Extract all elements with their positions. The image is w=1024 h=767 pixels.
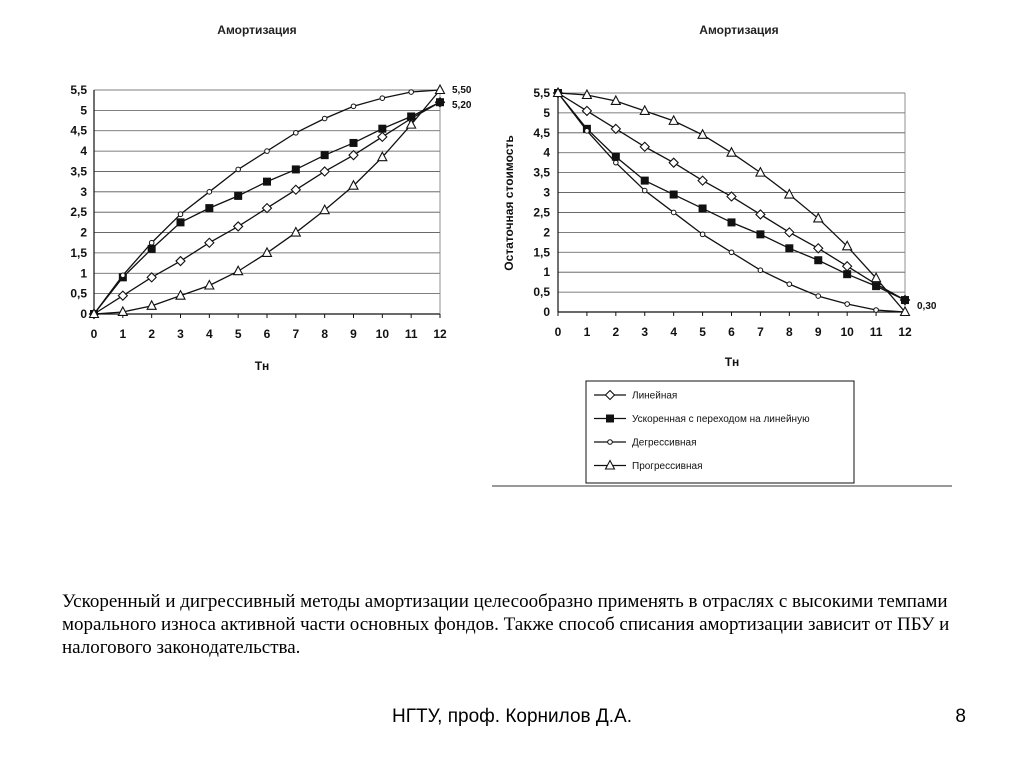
data-point	[380, 96, 385, 101]
y-tick-label: 1,5	[533, 245, 550, 260]
data-point	[843, 262, 852, 271]
data-point	[698, 176, 707, 185]
data-point	[378, 132, 387, 141]
y-tick-label: 0	[543, 305, 550, 319]
data-point	[611, 124, 620, 133]
data-point	[121, 273, 126, 278]
chart-title: Амортизация	[699, 23, 779, 37]
data-point	[351, 104, 356, 109]
data-point	[263, 204, 272, 213]
footer-author: НГТУ, проф. Корнилов Д.А.	[392, 706, 632, 727]
data-point	[205, 204, 213, 212]
y-tick-label: 1	[543, 265, 550, 280]
legend-marker	[608, 440, 613, 445]
chart-2	[502, 23, 937, 483]
x-tick-label: 0	[90, 327, 98, 341]
x-tick-label: 7	[757, 325, 764, 339]
data-point	[614, 160, 619, 165]
y-tick-label: 2	[543, 225, 550, 240]
x-axis-label: Тн	[724, 355, 740, 369]
data-point	[234, 266, 243, 275]
data-point	[236, 167, 241, 172]
data-point	[699, 204, 707, 212]
data-point	[322, 116, 327, 121]
value-annotation: 5,50	[452, 85, 472, 96]
x-tick-label: 10	[840, 325, 854, 339]
legend	[586, 381, 854, 483]
data-point	[176, 257, 185, 266]
x-tick-label: 9	[350, 327, 357, 341]
x-tick-label: 3	[641, 325, 649, 339]
x-tick-label: 9	[814, 325, 822, 339]
data-point	[409, 90, 414, 95]
data-point	[349, 151, 358, 160]
data-point	[640, 142, 649, 151]
legend-label: Прогрессивная	[632, 461, 703, 472]
data-point	[234, 192, 242, 200]
legend-label: Линейная	[632, 390, 678, 402]
data-point	[814, 213, 823, 222]
x-tick-label: 5	[234, 327, 242, 341]
data-point	[671, 210, 676, 215]
x-tick-label: 0	[554, 325, 562, 339]
data-point	[787, 282, 792, 287]
data-point	[727, 192, 736, 201]
y-tick-label: 5	[543, 105, 550, 120]
data-point	[698, 130, 707, 139]
x-tick-label: 1	[583, 325, 591, 339]
data-point	[874, 308, 879, 313]
x-tick-label: 3	[177, 327, 184, 341]
y-tick-label: 3,5	[70, 164, 87, 179]
data-point	[729, 250, 734, 255]
y-tick-label: 4	[80, 144, 87, 159]
data-point	[265, 149, 270, 154]
data-point	[350, 139, 358, 147]
data-point	[670, 191, 678, 199]
data-point	[816, 294, 821, 299]
y-tick-label: 5	[80, 103, 87, 118]
data-point	[727, 148, 736, 157]
data-point	[291, 228, 300, 237]
data-point	[205, 280, 214, 289]
y-tick-label: 5,5	[533, 86, 550, 100]
data-point	[378, 125, 386, 133]
y-tick-label: 4,5	[533, 125, 550, 140]
data-point	[436, 98, 444, 106]
data-point	[294, 130, 299, 135]
x-tick-label: 2	[612, 325, 620, 339]
y-tick-label: 0	[80, 307, 87, 321]
y-tick-label: 1	[80, 266, 87, 281]
data-point	[728, 218, 736, 226]
data-point	[291, 185, 300, 194]
x-tick-label: 7	[292, 327, 300, 341]
y-tick-label: 2,5	[70, 205, 87, 220]
data-point	[756, 210, 765, 219]
data-point	[207, 190, 212, 195]
x-tick-label: 4	[205, 327, 213, 341]
legend-label: Ускоренная с переходом на линейную	[632, 414, 810, 425]
x-tick-label: 1	[119, 327, 127, 341]
body-paragraph: Ускоренный и дигрессивный методы амортизации целесообразно применять в отраслях с высокими темпами морального износа активной части основных фондов. Также способ списания амортизации зависит от ПБУ и налогового законодательства.	[62, 591, 950, 658]
y-tick-label: 2,5	[533, 205, 550, 220]
data-point	[872, 282, 880, 290]
data-point	[585, 129, 590, 134]
data-point	[756, 230, 764, 238]
data-point	[901, 296, 909, 304]
data-point	[178, 212, 183, 217]
x-tick-label: 11	[404, 327, 418, 341]
data-point	[234, 222, 243, 231]
data-point	[149, 240, 154, 245]
data-point	[700, 232, 705, 237]
x-axis-label: Тн	[254, 359, 270, 373]
x-tick-label: 5	[699, 325, 706, 339]
value-annotation: 0,30	[917, 301, 937, 312]
x-tick-label: 8	[785, 325, 793, 339]
data-point	[263, 178, 271, 186]
data-point	[785, 244, 793, 252]
data-point	[642, 188, 647, 193]
legend-label: Дегрессивная	[632, 437, 697, 449]
y-tick-label: 4	[543, 145, 550, 160]
x-tick-label: 6	[263, 327, 271, 341]
data-point	[582, 106, 591, 115]
data-point	[177, 218, 185, 226]
data-point	[205, 238, 214, 247]
y-tick-label: 0,5	[70, 286, 87, 301]
data-point	[814, 256, 822, 264]
chart-1	[70, 23, 472, 373]
x-tick-label: 10	[375, 327, 390, 341]
y-axis-label: Остаточная стоимость	[502, 135, 516, 271]
y-tick-label: 3	[543, 185, 550, 200]
x-tick-label: 6	[728, 325, 735, 339]
data-point	[845, 302, 850, 307]
data-point	[669, 158, 678, 167]
data-point	[785, 228, 794, 237]
data-point	[641, 177, 649, 185]
x-tick-label: 11	[869, 325, 883, 339]
y-tick-label: 5,5	[70, 83, 87, 97]
data-point	[756, 168, 765, 177]
x-tick-label: 12	[433, 327, 447, 341]
data-point	[758, 268, 763, 273]
data-point	[320, 167, 329, 176]
page-number: 8	[955, 706, 966, 727]
y-tick-label: 1,5	[70, 245, 87, 260]
data-point	[321, 151, 329, 159]
x-tick-label: 8	[321, 327, 329, 341]
x-tick-label: 4	[670, 325, 678, 339]
data-point	[118, 291, 127, 300]
chart-title: Амортизация	[217, 23, 297, 37]
x-tick-label: 2	[148, 327, 156, 341]
data-point	[292, 165, 300, 173]
data-point	[436, 85, 445, 94]
y-tick-label: 0,5	[533, 285, 550, 300]
y-tick-label: 4,5	[70, 123, 87, 138]
data-point	[843, 270, 851, 278]
y-tick-label: 3	[80, 184, 87, 199]
data-point	[263, 248, 272, 257]
legend-box	[586, 381, 854, 483]
y-tick-label: 2	[80, 225, 87, 240]
data-point	[814, 244, 823, 253]
x-tick-label: 12	[898, 325, 912, 339]
y-tick-label: 3,5	[533, 165, 550, 180]
data-point	[785, 190, 794, 199]
value-annotation: 5,20	[452, 100, 472, 111]
data-point	[147, 273, 156, 282]
data-point	[320, 205, 329, 214]
legend-marker	[606, 415, 614, 423]
